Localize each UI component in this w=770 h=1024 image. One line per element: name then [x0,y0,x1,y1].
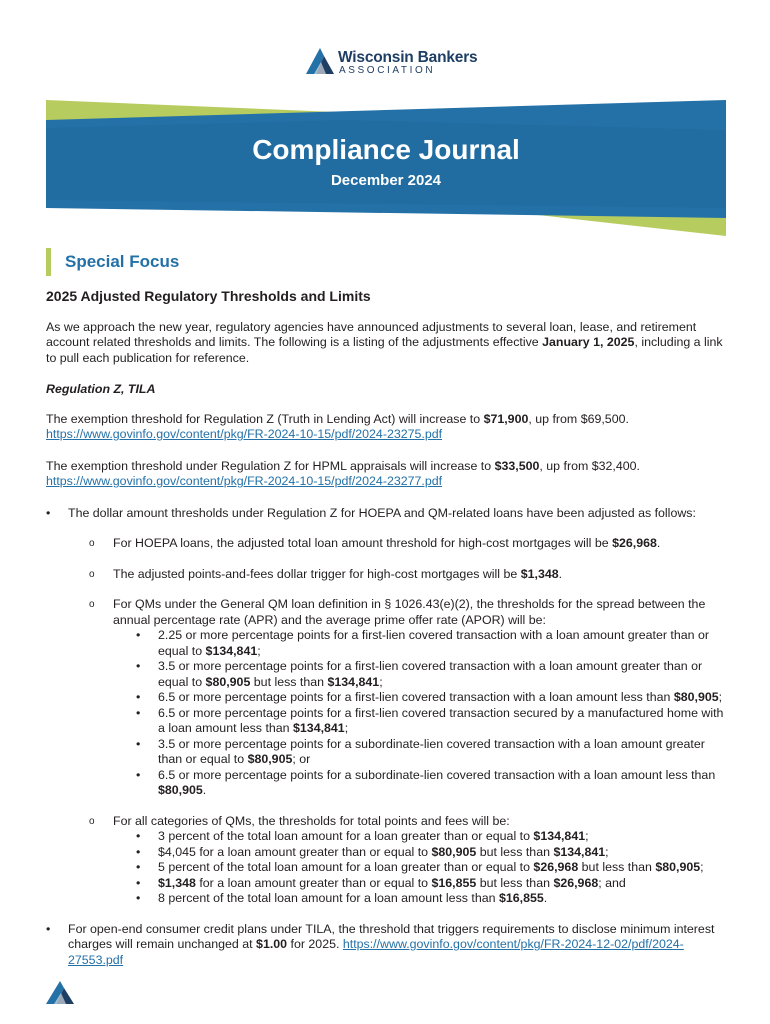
item-amount: $80,905 [655,860,701,874]
journal-banner [46,100,726,236]
item-text: 3 percent of the total loan amount for a loan greater than or equal to [158,829,534,843]
journal-date: December 2024 [330,172,442,189]
list-item [113,628,726,659]
item-amount: $26,968 [553,875,599,890]
item-punct: ; [379,674,383,689]
qm-spread-list [113,628,726,799]
intro-text-end: , including a link to pull each publication for reference. [46,335,723,365]
sub-item-points-fees-trigger [68,567,726,583]
exemption-link[interactable]: https://www.govinfo.gov/content/pkg/FR-2024-10-15/pdf/2024-23275.pdf [46,427,443,441]
open-end-link[interactable]: https://www.govinfo.gov/content/pkg/FR-2024-12-02/pdf/2024-27553.pdf [68,937,684,967]
sub-item-punct: . [656,536,661,550]
qm-spread-text: For QMs under the General QM loan definition in § 1026.43(e)(2), the thresholds for the spread between the annual percentage rate (APR) and the average prime offer rate (APOR) will be: [113,597,706,627]
logo-org-subtitle: ASSOCIATION [339,65,436,76]
item-amount: $134,841 [205,643,258,658]
regulation-heading: Regulation Z, TILA [46,382,156,396]
item-text: 3.5 or more percentage points for a subordinate-lien covered transaction with a loan amount greater than or equal to [158,736,705,766]
exemption-text: The exemption threshold for Regulation Z (Truth in Lending Act) will increase to [46,411,484,426]
item-text: but less than [476,875,554,890]
list-item [113,876,726,892]
item-text: 3.5 or more percentage points for a first-lien covered transaction with a loan amount greater than or equal to [158,659,703,689]
sub-list [68,536,726,907]
list-item [113,845,726,861]
bullet-list [46,506,726,969]
qm-points-fees-text: For all categories of QMs, the thresholds for total points and fees will be: [113,813,510,828]
item-amount: $16,855 [498,891,544,905]
item-amount: $80,905 [673,690,719,704]
sub-item-text: For HOEPA loans, the adjusted total loan amount threshold for high-cost mortgages will be [113,536,613,550]
journal-title: Compliance Journal [252,134,520,165]
item-amount: $80,905 [247,752,293,766]
wba-mountain-logo-icon [306,46,336,76]
sub-item-hoepa-threshold [68,536,726,552]
item-text: 2.25 or more percentage points for a first-lien covered transaction with a loan amount greater than or equal to [158,628,709,658]
list-item [113,829,726,845]
item-amount: $16,855 [431,875,477,890]
item-amount: $80,905 [158,783,203,797]
item-punct: . [202,783,207,797]
item-punct: ; [718,690,723,704]
hpml-amount: $33,500 [494,458,540,473]
item-amount: $26,968 [533,860,579,874]
sub-item-qm-spread [68,597,726,799]
hoepa-qm-text: The dollar amount thresholds under Regulation Z for HOEPA and QM-related loans have been adjusted as follows: [68,505,696,520]
open-end-text: For open-end consumer credit plans under TILA, the threshold that triggers requirements to disclose minimum interest charges will remain unchanged at [68,921,715,951]
item-text: 8 percent of the total loan amount for a loan amount less than [158,891,499,905]
list-item-open-end-credit [46,922,726,969]
wba-logo [306,46,476,76]
item-amount: $80,905 [431,844,477,859]
item-amount: $1,348 [158,875,196,890]
effective-date: January 1, 2025 [542,335,635,349]
intro-paragraph [46,320,726,367]
item-amount: $134,841 [533,829,586,843]
sub-item-qm-points-fees [68,814,726,907]
list-item [113,706,726,737]
item-text: but less than [476,844,554,859]
article-title: 2025 Adjusted Regulatory Thresholds and Limits [46,288,371,304]
hpml-link[interactable]: https://www.govinfo.gov/content/pkg/FR-2024-10-15/pdf/2024-23277.pdf [46,474,443,488]
list-item-hoepa-qm [46,506,726,907]
item-text: 6.5 or more percentage points for a first-lien covered transaction with a loan amount less than [158,690,674,704]
hpml-text-end: , up from $32,400. [539,458,640,473]
list-item [113,891,726,907]
list-item [113,659,726,690]
item-text: 6.5 or more percentage points for a first-lien covered transaction secured by a manufactured home with a loan amount less than [158,705,724,735]
hpml-text: The exemption threshold under Regulation Z for HPML appraisals will increase to [46,458,495,473]
item-punct: ; [700,860,704,874]
article-body [46,289,726,968]
item-punct: ; [257,643,261,658]
exemption-amount: $71,900 [483,411,529,426]
item-text: for a loan amount greater than or equal to [195,875,432,890]
section-accent-bar [46,248,51,276]
list-item [113,737,726,768]
item-amount: $134,841 [553,844,606,859]
item-amount: $80,905 [205,674,251,689]
item-text: but less than [250,674,328,689]
item-punct: ; [585,829,589,843]
sub-item-text: The adjusted points-and-fees dollar trigger for high-cost mortgages will be [113,566,521,581]
list-item [113,768,726,799]
item-punct: ; and [598,875,626,890]
item-punct: . [543,891,548,905]
item-amount: $134,841 [327,674,380,689]
exemption-text-end: , up from $69,500. [528,411,629,426]
open-end-text-end: for 2025. [287,937,343,951]
item-punct: ; [605,844,609,859]
item-text: 6.5 or more percentage points for a subordinate-lien covered transaction with a loan amount less than [158,767,716,782]
logo-org-name: Wisconsin Bankers [338,49,478,66]
item-text: but less than [578,860,656,874]
section-heading: Special Focus [65,252,180,271]
hoepa-amount: $26,968 [612,536,657,550]
banner-graphic [46,100,726,236]
trigger-amount: $1,348 [520,566,559,581]
exemption-paragraph [46,412,726,443]
points-fees-list [113,829,726,907]
list-item [113,860,726,876]
item-punct: ; or [292,752,311,766]
open-end-amount: $1.00 [256,937,288,951]
list-item [113,690,726,706]
sub-item-punct: . [558,566,563,581]
intro-text: As we approach the new year, regulatory agencies have announced adjustments to several loan, lease, and retirement account related thresholds and limits. The following is a listing of the adjustments effective [46,319,697,349]
item-text: 5 percent of the total loan amount for a loan greater than or equal to [158,860,534,874]
hpml-paragraph [46,459,726,490]
item-amount: $134,841 [293,721,345,735]
footer-mountain-icon [46,980,76,1006]
item-text: $4,045 for a loan amount greater than or equal to [158,844,432,859]
item-punct: ; [344,721,349,735]
